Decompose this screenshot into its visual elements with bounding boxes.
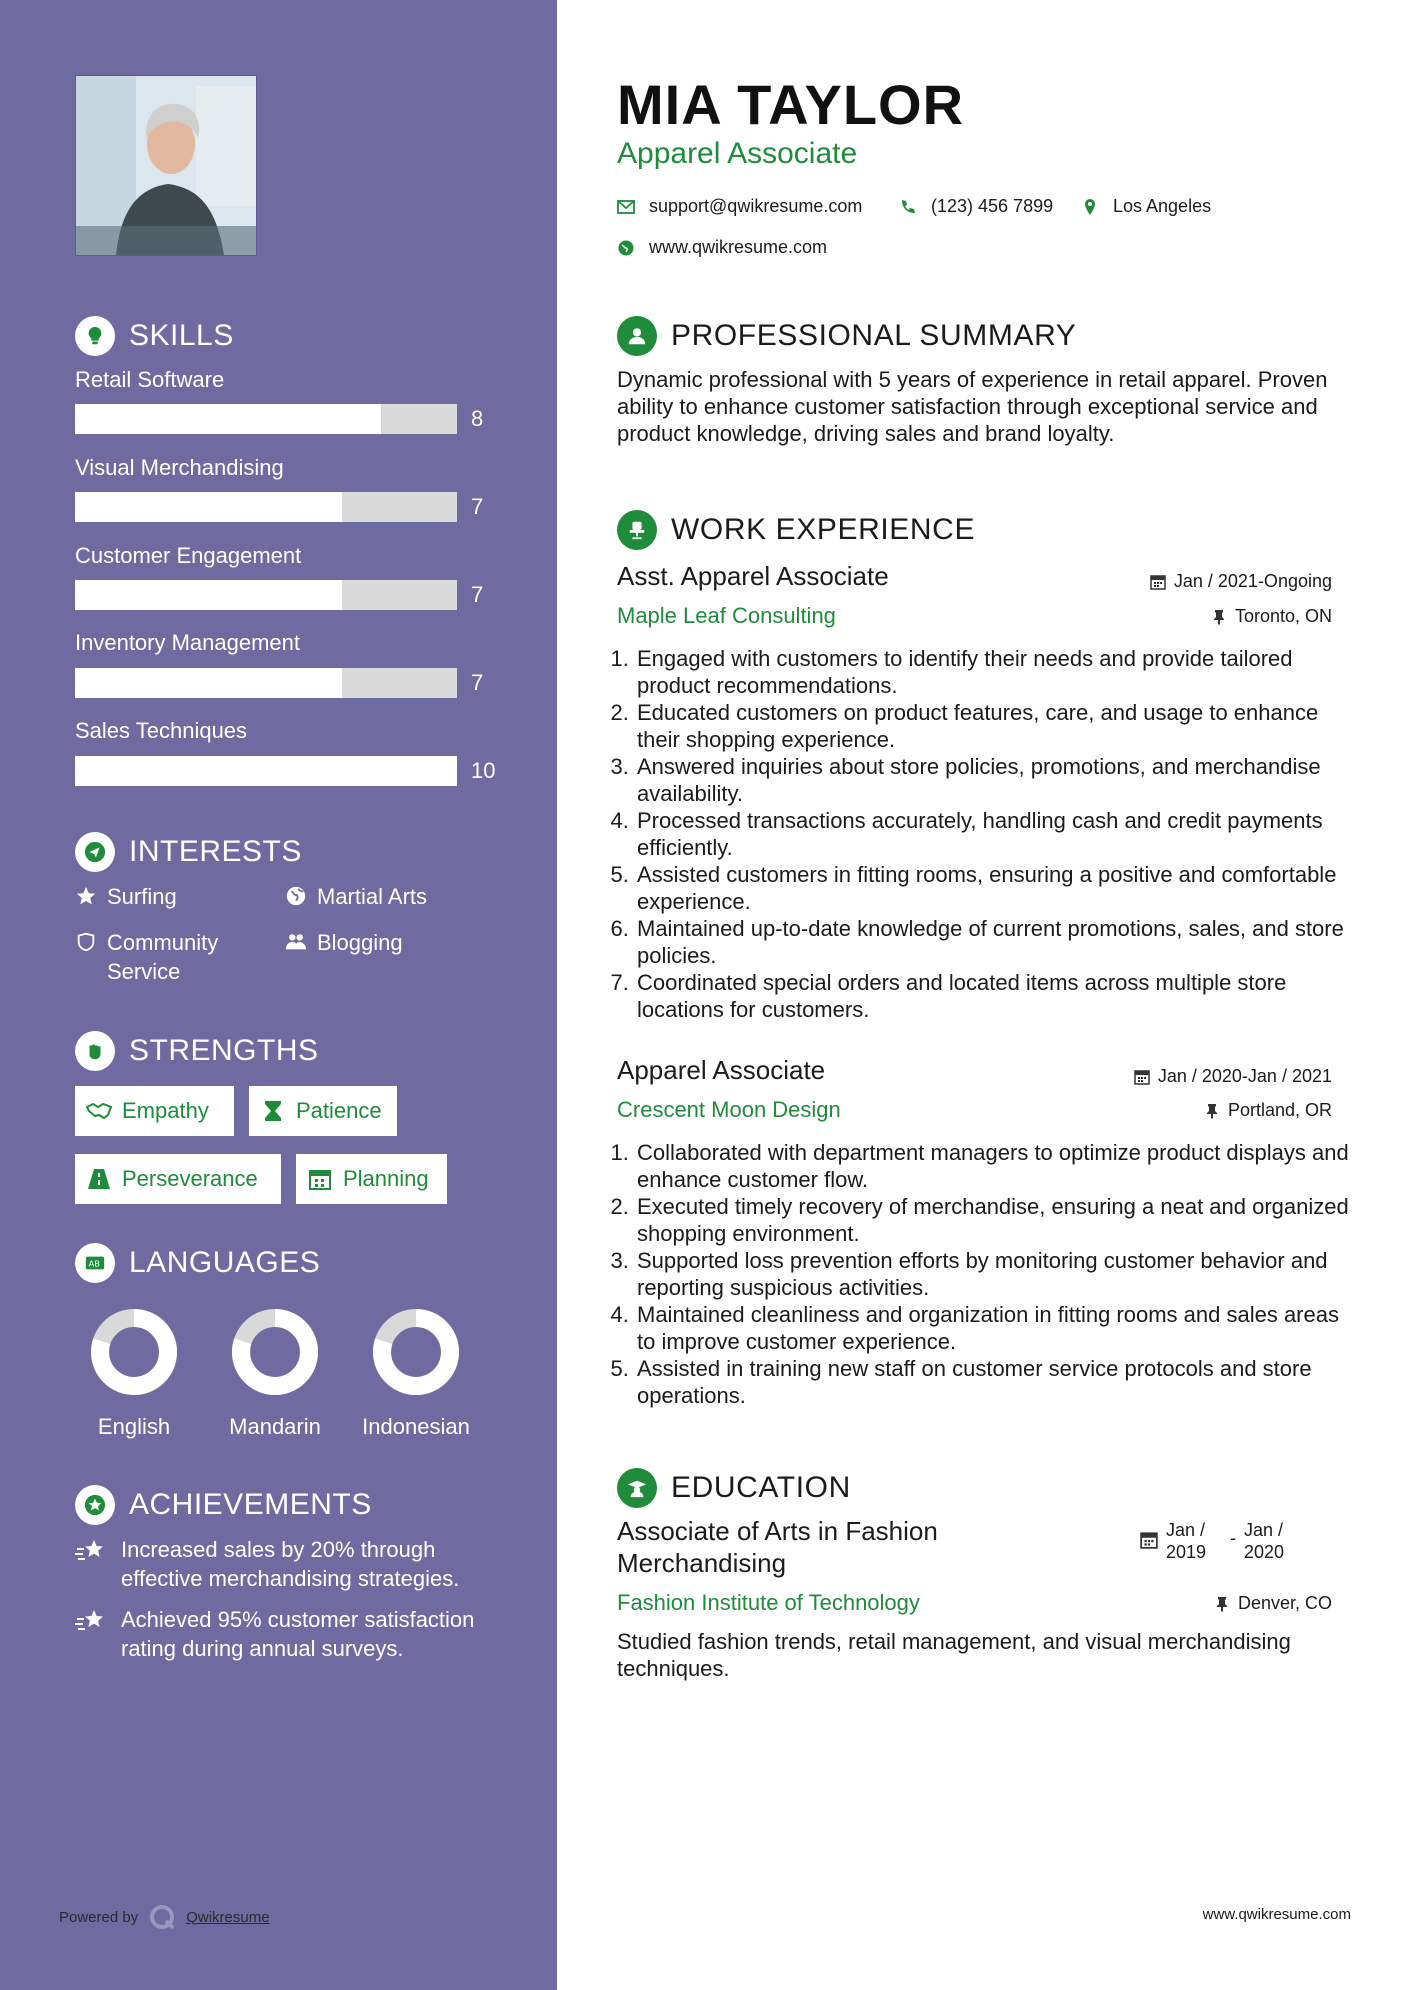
- job-location: [1204, 1100, 1332, 1121]
- duty-item: 7. Coordinated special orders and located items across multiple store locations for customers.: [635, 969, 1360, 1023]
- education-location-text: Denver, CO: [1237, 1593, 1332, 1613]
- language-donut: [90, 1308, 178, 1396]
- calendar-icon: [1134, 1069, 1150, 1085]
- skill-value: 10: [471, 758, 496, 783]
- experience-title: WORK EXPERIENCE: [671, 513, 976, 546]
- svg-text:AB: AB: [88, 1258, 100, 1269]
- skill-bar-fill: [75, 492, 342, 522]
- contact-location: [1081, 196, 1211, 217]
- website-text: www.qwikresume.com: [649, 237, 828, 257]
- brand-link[interactable]: Qwikresume: [186, 1908, 270, 1926]
- language-card-icon: [75, 1243, 115, 1283]
- user-icon: [617, 316, 657, 356]
- paper-plane-icon: [75, 832, 115, 872]
- job-duties-list: [612, 1139, 1360, 1409]
- strengths-heading: [75, 1031, 319, 1071]
- strength-label: Planning: [343, 1166, 429, 1191]
- education-location: [1214, 1593, 1332, 1614]
- sidebar: [0, 0, 557, 1990]
- interests-title: INTERESTS: [129, 835, 302, 868]
- skills-title: SKILLS: [129, 319, 234, 352]
- contact-email[interactable]: [617, 196, 862, 217]
- skill-value: 8: [471, 406, 484, 431]
- achievement-item: [75, 1535, 505, 1593]
- interest-item: [285, 882, 427, 911]
- lightbulb-icon: [75, 316, 115, 356]
- pushpin-icon: [1211, 609, 1227, 625]
- languages-title: LANGUAGES: [129, 1246, 321, 1279]
- candidate-role: Apparel Associate: [617, 137, 858, 170]
- strength-label: Empathy: [122, 1098, 209, 1123]
- skill-label: Inventory Management: [75, 630, 301, 655]
- powered-by-label: Powered by: [59, 1908, 139, 1926]
- qwikresume-logo-icon: [148, 1903, 176, 1931]
- star-icon: [75, 885, 97, 907]
- skills-heading: [75, 316, 234, 356]
- skill-value: 7: [471, 582, 484, 607]
- achievement-text: Achieved 95% customer satisfaction rating during annual surveys.: [121, 1607, 475, 1661]
- language-label: English: [97, 1414, 171, 1439]
- skill-value: 7: [471, 494, 484, 519]
- shooting-star-icon: [75, 1537, 107, 1565]
- badge-icon: [75, 931, 97, 953]
- skill-bar: [75, 404, 457, 434]
- summary-title: PROFESSIONAL SUMMARY: [671, 319, 1077, 352]
- globe-icon: [617, 239, 635, 257]
- users-icon: [285, 931, 307, 953]
- skill-bar-fill: [75, 668, 342, 698]
- job-dates: [1134, 1066, 1332, 1087]
- languages-heading: [75, 1243, 320, 1283]
- education-date-separator: -: [1230, 1528, 1236, 1548]
- pushpin-icon: [1214, 1596, 1230, 1612]
- calendar-icon: [307, 1167, 333, 1191]
- candidate-name: MIA TAYLOR: [617, 73, 965, 136]
- achievements-title: ACHIEVEMENTS: [129, 1488, 372, 1521]
- language-label: Indonesian: [362, 1414, 470, 1439]
- skill-value: 7: [471, 670, 484, 695]
- education-heading: [617, 1468, 851, 1508]
- language-donut: [372, 1308, 460, 1396]
- language-item: [346, 1308, 486, 1440]
- map-pin-icon: [1081, 198, 1099, 216]
- office-chair-icon: [617, 510, 657, 550]
- strengths-title: STRENGTHS: [129, 1034, 319, 1067]
- strength-tag: [75, 1154, 281, 1204]
- achievement-item: [75, 1605, 505, 1663]
- job-title: Asst. Apparel Associate: [617, 561, 889, 591]
- profile-photo: [75, 75, 257, 256]
- skill-label: Customer Engagement: [75, 543, 302, 568]
- duty-item: 2. Educated customers on product features, care, and usage to enhance their shopping experience.: [635, 699, 1360, 753]
- duty-item: 5. Assisted customers in fitting rooms, ensuring a positive and comfortable experience.: [635, 861, 1360, 915]
- duty-item: 5. Assisted in training new staff on customer service protocols and store operations.: [635, 1355, 1360, 1409]
- education-description: Studied fashion trends, retail management, and visual merchandising techniques.: [617, 1629, 1291, 1681]
- globe-icon: [285, 885, 307, 907]
- job-location-text: Toronto, ON: [1234, 606, 1332, 626]
- education-title: EDUCATION: [671, 1471, 851, 1504]
- email-text: support@qwikresume.com: [649, 196, 863, 216]
- duty-item: 4. Maintained cleanliness and organization in fitting rooms and sales areas to improve customer experience.: [635, 1301, 1360, 1355]
- job-duties-list: [612, 645, 1360, 1023]
- road-icon: [86, 1167, 112, 1191]
- strength-tag: [249, 1086, 397, 1136]
- strength-tag: [75, 1086, 234, 1136]
- skill-bar-fill: [75, 404, 381, 434]
- hourglass-icon: [260, 1099, 286, 1123]
- company-name: Crescent Moon Design: [617, 1097, 841, 1122]
- skill-bar: [75, 756, 457, 786]
- education-end: Jan / 2020: [1244, 1520, 1285, 1562]
- job-dates: [1150, 571, 1332, 592]
- language-item: [205, 1308, 345, 1440]
- powered-by: [59, 1903, 270, 1931]
- language-label: Mandarin: [229, 1414, 321, 1439]
- strength-label: Perseverance: [122, 1166, 258, 1191]
- interest-item: [75, 882, 177, 911]
- skill-bar: [75, 668, 457, 698]
- company-name: Maple Leaf Consulting: [617, 603, 836, 628]
- pushpin-icon: [1204, 1103, 1220, 1119]
- interest-item: [75, 928, 245, 986]
- award-star-icon: [75, 1485, 115, 1525]
- strength-tag: [296, 1154, 447, 1204]
- education-start: Jan / 2019: [1166, 1520, 1207, 1562]
- calendar-icon: [1150, 574, 1166, 590]
- duty-item: 6. Maintained up-to-date knowledge of current promotions, sales, and store policies.: [635, 915, 1360, 969]
- summary-heading: [617, 316, 1076, 356]
- skill-label: Visual Merchandising: [75, 455, 284, 480]
- skill-bar-fill: [75, 580, 342, 610]
- degree-title: Associate of Arts in Fashion Merchandising: [617, 1516, 938, 1578]
- graduate-icon: [617, 1468, 657, 1508]
- envelope-icon: [617, 198, 635, 216]
- skill-bar-fill: [75, 756, 457, 786]
- duty-item: 2. Executed timely recovery of merchandise, ensuring a neat and organized shopping environment.: [635, 1193, 1360, 1247]
- duty-item: 3. Answered inquiries about store policies, promotions, and merchandise availability.: [635, 753, 1360, 807]
- interest-label: Community Service: [107, 930, 219, 984]
- location-text: Los Angeles: [1113, 196, 1212, 216]
- interest-label: Martial Arts: [317, 884, 428, 909]
- interest-label: Blogging: [317, 930, 403, 955]
- phone-icon: [899, 198, 917, 216]
- footer-website[interactable]: www.qwikresume.com: [1202, 1906, 1351, 1923]
- achievement-text: Increased sales by 20% through effective merchandising strategies.: [121, 1537, 460, 1591]
- summary-text: Dynamic professional with 5 years of experience in retail apparel. Proven ability to enhance customer satisfaction through exceptional service and product knowledge, driving sales and brand loyalty.: [617, 367, 1328, 446]
- interests-heading: [75, 832, 302, 872]
- skill-bar: [75, 492, 457, 522]
- interest-item: [285, 928, 403, 957]
- job-location: [1211, 606, 1332, 627]
- skill-label: Sales Techniques: [75, 718, 248, 743]
- duty-item: 4. Processed transactions accurately, handling cash and credit payments efficiently.: [635, 807, 1360, 861]
- shooting-star-icon: [75, 1607, 107, 1635]
- achievements-heading: [75, 1485, 372, 1525]
- interest-label: Surfing: [107, 884, 177, 909]
- contact-website[interactable]: [617, 237, 827, 258]
- school-name: Fashion Institute of Technology: [617, 1590, 920, 1615]
- job-dates-text: Jan / 2020-Jan / 2021: [1157, 1066, 1332, 1086]
- duty-item: 3. Supported loss prevention efforts by monitoring customer behavior and reporting suspicious activities.: [635, 1247, 1360, 1301]
- phone-text: (123) 456 7899: [931, 196, 1054, 216]
- job-title: Apparel Associate: [617, 1055, 826, 1085]
- fist-icon: [75, 1031, 115, 1071]
- education-dates: [1140, 1519, 1300, 1563]
- skill-label: Retail Software: [75, 367, 225, 392]
- duty-item: 1. Collaborated with department managers to optimize product displays and enhance customer flow.: [635, 1139, 1360, 1193]
- skill-bar: [75, 580, 457, 610]
- language-item: [64, 1308, 204, 1440]
- handshake-icon: [86, 1099, 112, 1123]
- language-donut: [231, 1308, 319, 1396]
- contact-phone[interactable]: [899, 196, 1053, 217]
- duty-item: 1. Engaged with customers to identify their needs and provide tailored product recommendations.: [635, 645, 1360, 699]
- job-dates-text: Jan / 2021-Ongoing: [1173, 571, 1332, 591]
- job-location-text: Portland, OR: [1227, 1100, 1332, 1120]
- experience-heading: [617, 510, 975, 550]
- calendar-icon: [1140, 1531, 1158, 1549]
- strength-label: Patience: [296, 1098, 382, 1123]
